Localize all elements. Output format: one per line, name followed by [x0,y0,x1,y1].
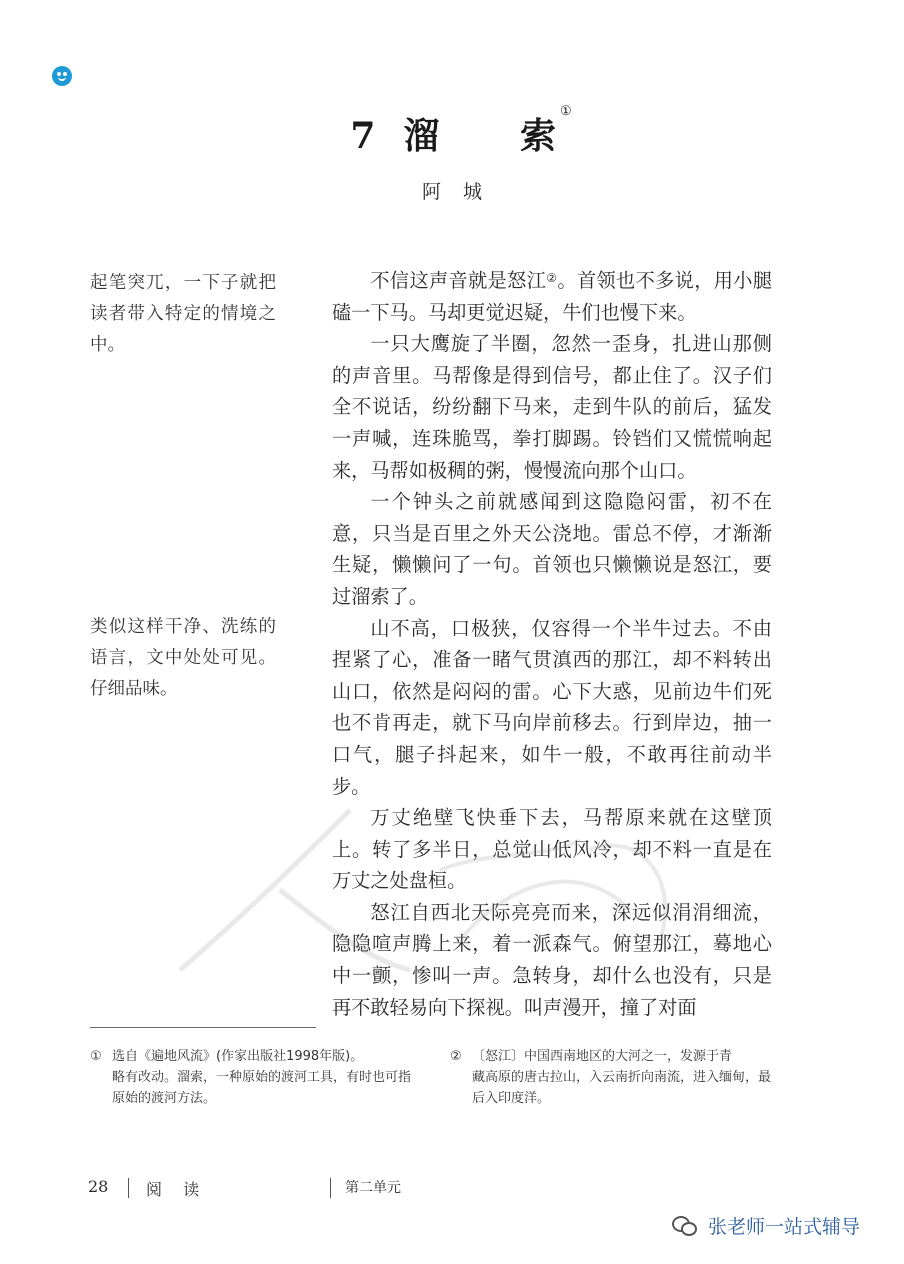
title-footnote-ref[interactable]: ① [559,104,574,119]
smiley-badge-icon [52,66,72,86]
paragraph-3: 一个钟头之前就感闻到这隐隐闷雷，初不在意，只当是百里之外天公浇地。雷总不停，才渐渐生疑，懒懒问了一句。首领也只懒懒说是怒江，要过溜索了。 [332,490,772,608]
paragraph-4: 山不高，口极狭，仅容得一个半牛过去。不由捏紧了心，准备一睹气贯滇西的那江，却不料转出山口，依然是闷闷的雷。心下大惑，见前边牛们死也不肯再走，就下马向岸前移去。行到岸边，抽一口气，腿子抖起来，如牛一般，不敢再往前动半步。 [332,616,772,798]
unit-label: 第二单元 [345,1180,401,1196]
body-text [332,265,772,1023]
paragraph-2: 一只大鹰旋了半圈，忽然一歪身，扎进山那侧的声音里。马帮像是得到信号，都止住了。汉子们全不说话，纷纷翻下马来，走到牛队的前后，猛发一声喊，连珠脆骂，拳打脚踢。铃铛们又慌慌响起来，马帮如极稠的粥，慢慢流向那个山口。 [332,332,772,482]
wechat-icon [672,1214,700,1236]
margin-note-2: 类似这样干净、洗练的语言，文中处处可见。仔细品味。 [90,617,276,699]
wechat-watermark [672,1210,860,1240]
paragraph-6: 怒江自西北天际亮亮而来，深远似涓涓细流，隐隐喧声腾上来，着一派森气。俯望那江，蓦地心中一颤，惨叫一声。急转身，却什么也没有，只是再不敢轻易向下探视。叫声漫开，撞了对面 [332,900,772,1019]
footnote-divider [90,1027,316,1028]
lesson-title-text: 溜 索 [403,115,590,157]
footer-divider-1 [128,1178,129,1198]
account-name: 张老师一站式辅导 [708,1215,861,1238]
footer-divider-2 [330,1178,331,1198]
footnote-2-mark: ② [450,1049,462,1064]
footnote-1-mark: ① [90,1049,102,1064]
footnote-2-rest: 藏高原的唐古拉山，入云南折向南流，进入缅甸，最后入印度洋。 [472,1070,772,1106]
footnote-1-rest: 略有改动。溜索，一种原始的渡河工具，有时也可指原始的渡河方法。 [112,1070,412,1106]
page-number: 28 [88,1177,109,1196]
footnote-1 [90,1046,420,1109]
margin-note-1: 起笔突兀，一下子就把读者带入特定的情境之中。 [90,273,276,355]
footnote-2 [450,1046,780,1109]
lesson-number: 7 [350,115,378,157]
footnote-ref-2[interactable]: ② [546,271,558,285]
footnote-2-first-line: 〔怒江〕中国西南地区的大河之一，发源于青 [472,1049,733,1064]
paragraph-1: 不信这声音就是怒江②。首领也不多说，用小腿磕一下马。马却更觉迟疑，牛们也慢下来。 [332,269,773,324]
section-label: 阅 读 [146,1180,208,1199]
lesson-title [0,104,904,159]
footnote-1-first-line: 选自《遍地风流》(作家出版社1998年版)。 [112,1049,364,1064]
author-name: 阿城 [421,181,504,203]
paragraph-5: 万丈绝壁飞快垂下去，马帮原来就在这壁顶上。转了多半日，总觉山低风冷，却不料一直是在万丈之处盘桓。 [332,806,772,893]
